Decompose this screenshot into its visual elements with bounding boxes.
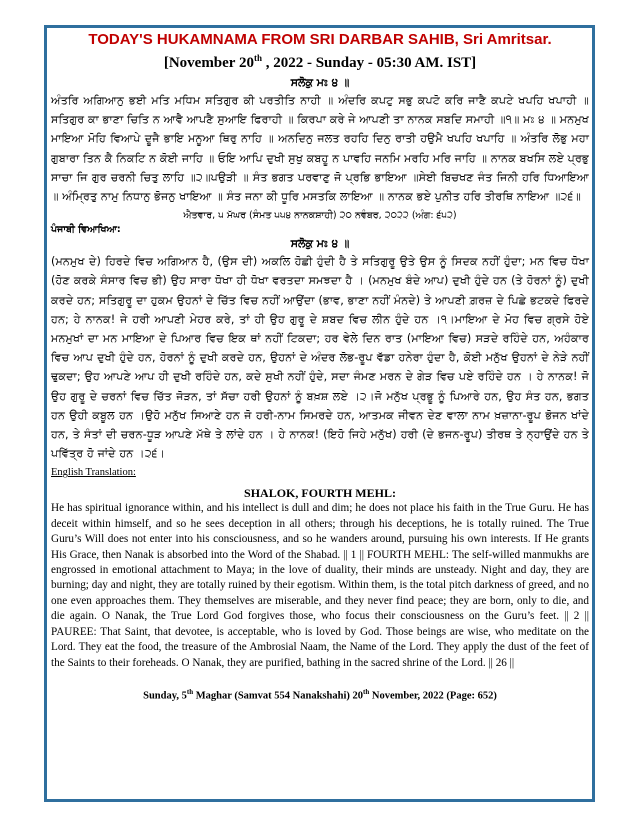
date-suffix: th <box>253 53 262 63</box>
footer-sup1: th <box>186 687 194 696</box>
english-label: English Translation: <box>51 467 136 479</box>
date-rest: , 2022 - Sunday - 05:30 AM. IST] <box>261 55 477 71</box>
gurbani-heading: ਸਲੋਕੁ ਮਃ ੪ ॥ <box>290 76 350 89</box>
footer-part1: Sunday, 5 <box>143 690 187 702</box>
punjabi-heading: ਸਲੋਕੁ ਮਃ ੪ ॥ <box>290 237 350 251</box>
gurbani-text: ਅੰਤਰਿ ਅਗਿਆਨੁ ਭਈ ਮਤਿ ਮਧਿਮ ਸਤਿਗੁਰ ਕੀ ਪਰਤੀਤਿ ਨਾਹੀ ॥ ਅੰਦਰਿ ਕਪਟੁ ਸਭੁ ਕਪਟੋ ਕਰਿ ਜਾਣੈ ਕਪਟੇ ਖਪਹਿ ਖਪਾਹੀ ॥ ਸਤਿਗੁਰ ਕਾ ਭਾਣਾ ਚਿਤਿ ਨ ਆਵੈ ਆਪਣੈ ਸੁਆਇ ਫਿਰਾਹੀ ॥ ਕਿਰਪਾ ਕਰੇ ਜੇ ਆਪਣੀ ਤਾ ਨਾਨਕ ਸਬਦਿ ਸਮਾਹੀ ॥੧॥ ਮਃ ੪ ॥ ਮਨਮੁਖ ਮਾਇਆ ਮੋਹਿ ਵਿਆਪੇ ਦੂਜੈ ਭਾਇ ਮਨੂਆ ਥਿਰੁ ਨਾਹਿ ॥ ਅਨਦਿਨੁ ਜਲਤ ਰਹਹਿ ਦਿਨੁ ਰਾਤੀ ਹਉਮੈ ਖਪਹਿ ਖਪਾਹਿ ॥ ਅੰਤਰਿ ਲੋਭੁ ਮਹਾ ਗੁਬਾਰਾ ਤਿਨ ਕੈ ਨਿਕਟਿ ਨ ਕੋਈ ਜਾਹਿ ॥ ਓਇ ਆਪਿ ਦੁਖੀ ਸੁਖੁ ਕਬਹੂ ਨ ਪਾਵਹਿ ਜਨਮਿ ਮਰਹਿ ਮਰਿ ਜਾਹਿ ॥ ਨਾਨਕ ਬਖਸਿ ਲਏ ਪ੍ਰਭੁ ਸਾਚਾ ਜਿ ਗੁਰ ਚਰਨੀ ਚਿਤੁ ਲਾਹਿ ॥੨॥ਪਉੜੀ ॥ ਸੰਤ ਭਗਤ ਪਰਵਾਣੁ ਜੋ ਪ੍ਰਭਿ ਭਾਇਆ ॥ਸੇਈ ਬਿਚਖਣ ਜੰਤ ਜਿਨੀ ਹਰਿ ਧਿਆਇਆ ॥ ਅੰਮ੍ਰਿਤੁ ਨਾਮੁ ਨਿਧਾਨੁ ਭੋਜਨੁ ਖਾਇਆ ॥ ਸੰਤ ਜਨਾ ਕੀ ਧੂਰਿ ਮਸਤਕਿ ਲਾਇਆ ॥ ਨਾਨਕ ਭਏ ਪੁਨੀਤ ਹਰਿ ਤੀਰਥਿ ਨਾਇਆ ॥੨੬॥ <box>51 94 589 204</box>
date-open: [November 20 <box>163 55 254 71</box>
punjabi-label: ਪੰਜਾਬੀ ਵਿਆਖਿਆ: <box>51 224 121 236</box>
footer-part3: November, 2022 (Page: 652) <box>369 690 497 702</box>
footer-sup2: th <box>363 687 370 696</box>
english-heading: SHALOK, FOURTH MEHL: <box>244 486 396 501</box>
page-title: TODAY'S HUKAMNAMA FROM SRI DARBAR SAHIB, Sri Amritsar. <box>88 31 552 48</box>
date-time-line <box>51 49 589 73</box>
page-content <box>51 30 589 703</box>
footer-part2: Maghar (Samvat 554 Nanakshahi) 20 <box>193 690 363 702</box>
gurmukhi-dateline: ਐਤਵਾਰ, ੫ ਮੱਘਰ (ਸੰਮਤ ੫੫੪ ਨਾਨਕਸ਼ਾਹੀ) ੨੦ ਨਵੰਬਰ, ੨੦੨੨ (ਅੰਗ: ੬੫੨) <box>183 210 457 222</box>
footer-date <box>51 685 589 704</box>
english-translation: He has spiritual ignorance within, and his intellect is dull and dim; he does not place his faith in the True Guru. He has deceit within himself, and so he sees deception in all others; through his deceptions, he is totally ruined. The True Guru’s Will does not enter into his consciousness, and so he wanders around, pursuing his own interests. If He grants His Grace, then Nanak is absorbed into the Word of the Shabad. || 1 || FOURTH MEHL: The self-willed manmukhs are engrossed in emotional attachment to Maya; in the love of duality, their minds are unsteady. Night and day, they are burning; day and night, they are totally ruined by their egotism. Within them, is the total pitch darkness of greed, and no one even approaches them. They themselves are miserable, and they never find peace; they are born, only to die, and die again. O Nanak, the True Lord God forgives those, who focus their consciousness on the Guru’s feet. || 2 || PAUREE: That Saint, that devotee, is acceptable, who is loved by God. Those beings are wise, who meditate on the Lord. They eat the food, the treasure of the Ambrosial Naam, the Name of the Lord. They apply the dust of the feet of the Saints to their foreheads. O Nanak, they are purified, bathing in the sacred shrine of the Lord. || 26 || <box>51 502 589 669</box>
punjabi-translation: (ਮਨਮੁਖ ਦੇ) ਹਿਰਦੇ ਵਿਚ ਅਗਿਆਨ ਹੈ, (ਉਸ ਦੀ) ਅਕਲਿ ਹੋਛੀ ਹੁੰਦੀ ਹੈ ਤੇ ਸਤਿਗੁਰੂ ਉਤੇ ਉਸ ਨੂੰ ਸਿਦਕ ਨਹੀਂ ਹੁੰਦਾ; ਮਨ ਵਿਚ ਧੋਖਾ (ਹੋਣ ਕਰਕੇ ਸੰਸਾਰ ਵਿਚ ਭੀ) ਉਹ ਸਾਰਾ ਧੋਖਾ ਹੀ ਧੋਖਾ ਵਰਤਦਾ ਸਮਝਦਾ ਹੈ । (ਮਨਮੁਖ ਬੰਦੇ ਆਪ) ਦੁਖੀ ਹੁੰਦੇ ਹਨ (ਤੇ ਹੋਰਨਾਂ ਨੂੰ) ਦੁਖੀ ਕਰਦੇ ਹਨ; ਸਤਿਗੁਰੂ ਦਾ ਹੁਕਮ ਉਹਨਾਂ ਦੇ ਚਿੱਤ ਵਿਚ ਨਹੀਂ ਆਉਂਦਾ (ਭਾਵ, ਭਾਣਾ ਨਹੀਂ ਮੰਨਦੇ) ਤੇ ਆਪਣੀ ਗ਼ਰਜ਼ ਦੇ ਪਿਛੇ ਭਟਕਦੇ ਫਿਰਦੇ ਹਨ; ਹੇ ਨਾਨਕ! ਜੇ ਹਰੀ ਆਪਣੀ ਮੇਹਰ ਕਰੇ, ਤਾਂ ਹੀ ਉਹ ਗੁਰੂ ਦੇ ਸ਼ਬਦ ਵਿਚ ਲੀਨ ਹੁੰਦੇ ਹਨ ।੧।ਮਾਇਆ ਦੇ ਮੋਹ ਵਿਚ ਗ੍ਰਸੇ ਹੋਏ ਮਨਮੁਖਾਂ ਦਾ ਮਨ ਮਾਇਆ ਦੇ ਪਿਆਰ ਵਿਚ ਇਕ ਥਾਂ ਨਹੀਂ ਟਿਕਦਾ; ਹਰ ਵੇਲੇ ਦਿਨ ਰਾਤ (ਮਾਇਆ ਵਿਚ) ਸੜਦੇ ਰਹਿੰਦੇ ਹਨ, ਅਹੰਕਾਰ ਵਿਚ ਆਪ ਦੁਖੀ ਹੁੰਦੇ ਹਨ, ਹੋਰਨਾਂ ਨੂੰ ਦੁਖੀ ਕਰਦੇ ਹਨ, ਉਹਨਾਂ ਦੇ ਅੰਦਰ ਲੋਭ-ਰੂਪ ਵੱਡਾ ਹਨੇਰਾ ਹੁੰਦਾ ਹੈ, ਕੋਈ ਮਨੁੱਖ ਉਹਨਾਂ ਦੇ ਨੇੜੇ ਨਹੀਂ ਢੁਕਦਾ; ਉਹ ਆਪਣੇ ਆਪ ਹੀ ਦੁਖੀ ਰਹਿੰਦੇ ਹਨ, ਕਦੇ ਸੁਖੀ ਨਹੀਂ ਹੁੰਦੇ, ਸਦਾ ਜੰਮਣ ਮਰਨ ਦੇ ਗੇੜ ਵਿਚ ਪਏ ਰਹਿੰਦੇ ਹਨ । ਹੇ ਨਾਨਕ! ਜੋ ਉਹ ਗੁਰੂ ਦੇ ਚਰਨਾਂ ਵਿਚ ਚਿੱਤ ਜੋੜਨ, ਤਾਂ ਸੱਚਾ ਹਰੀ ਉਹਨਾਂ ਨੂੰ ਬਖ਼ਸ਼ ਲਏ ।੨।ਜੋ ਮਨੁੱਖ ਪ੍ਰਭੂ ਨੂੰ ਪਿਆਰੇ ਹਨ, ਉਹ ਸੰਤ ਹਨ, ਭਗਤ ਹਨ ਉਹੀ ਕਬੂਲ ਹਨ ।ਉਹੋ ਮਨੁੱਖ ਸਿਆਣੇ ਹਨ ਜੋ ਹਰੀ-ਨਾਮ ਸਿਮਰਦੇ ਹਨ, ਆਤਮਕ ਜੀਵਨ ਦੇਣ ਵਾਲਾ ਨਾਮ ਖ਼ਜ਼ਾਨਾ-ਰੂਪ ਭੋਜਨ ਖਾਂਦੇ ਹਨ, ਤੇ ਸੰਤਾਂ ਦੀ ਚਰਨ-ਧੂੜ ਆਪਣੇ ਮੱਥੇ ਤੇ ਲਾਂਦੇ ਹਨ । ਹੇ ਨਾਨਕ! (ਇਹੋ ਜਿਹੇ ਮਨੁੱਖ) ਹਰੀ (ਦੇ ਭਜਨ-ਰੂਪ) ਤੀਰਥ ਤੇ ਨ੍ਹਾਉਂਦੇ ਹਨ ਤੇ ਪਵਿੱਤ੍ਰ ਹੋ ਜਾਂਦੇ ਹਨ ।੨੬। <box>51 255 589 461</box>
